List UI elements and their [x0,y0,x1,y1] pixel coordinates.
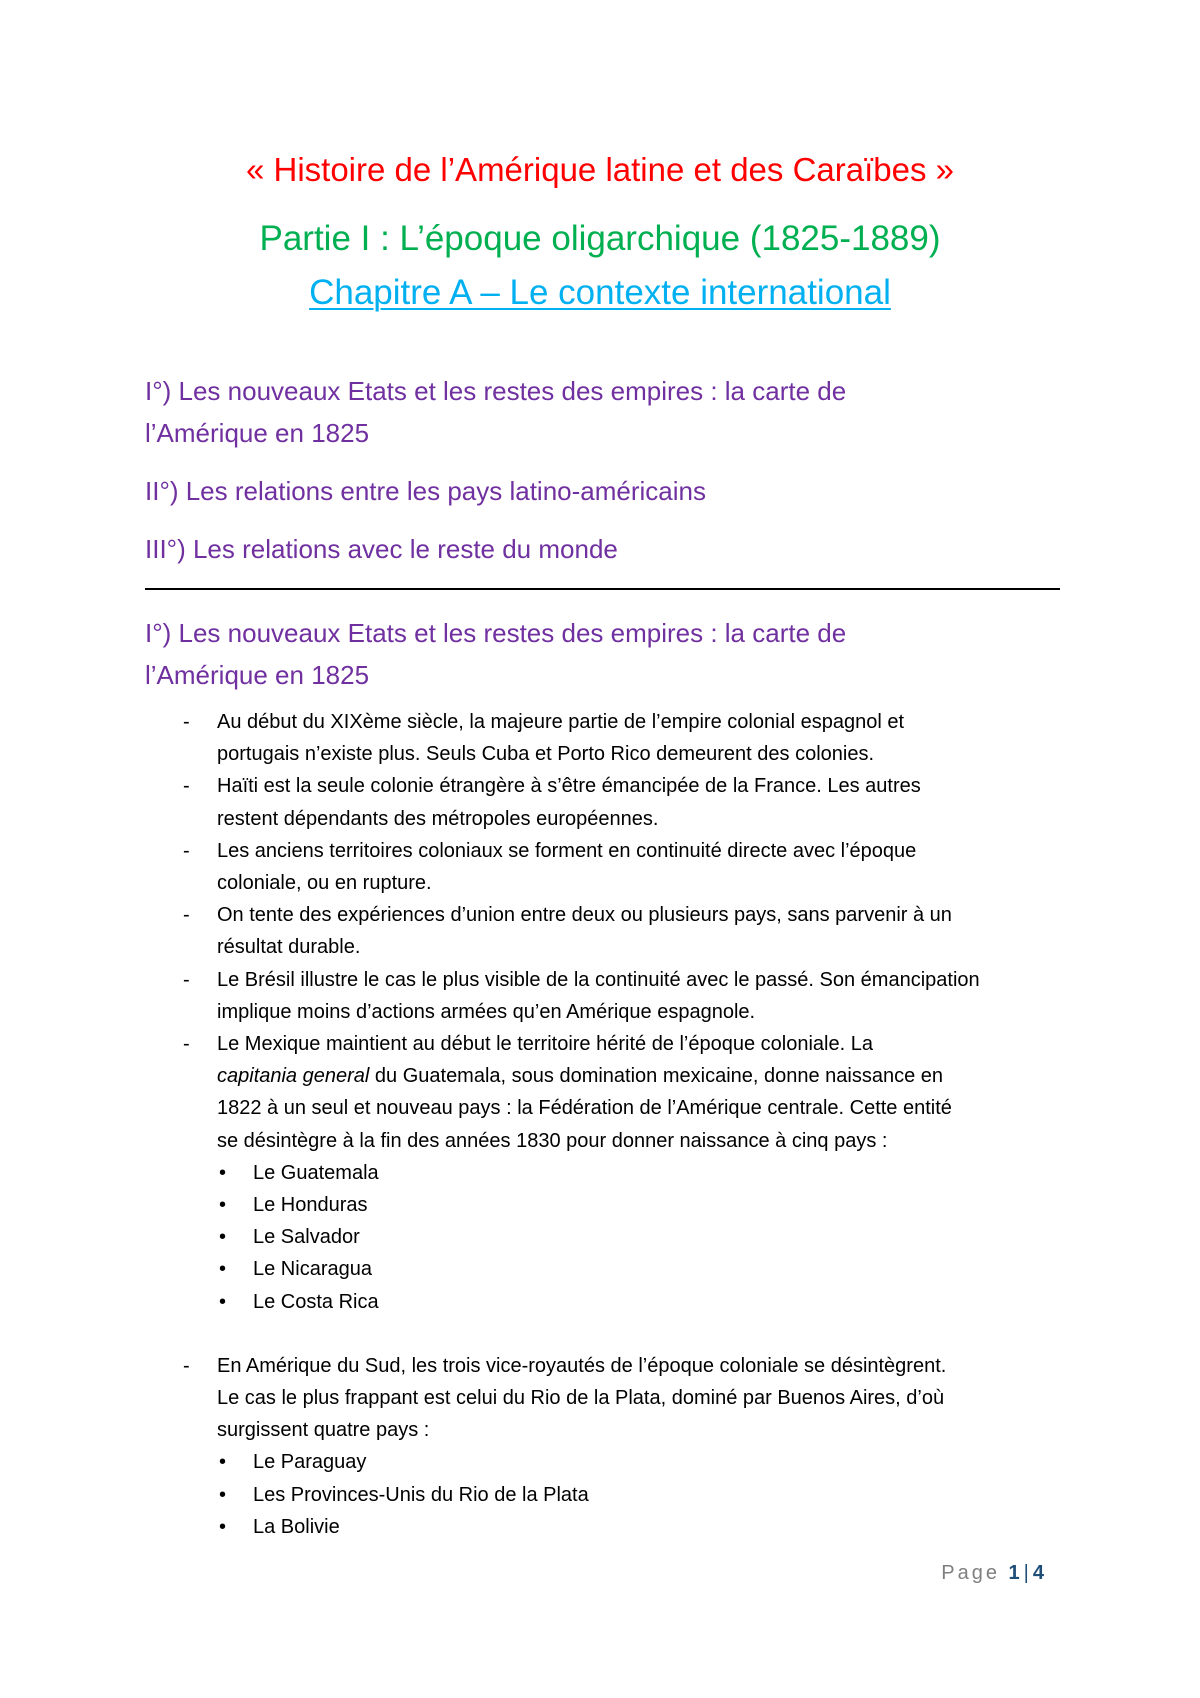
spacer [145,1318,1065,1350]
list-item-line: Le cas le plus frappant est celui du Rio de la Plata, dominé par Buenos Aires, d’où [217,1387,945,1410]
dash-marker: - [183,968,190,991]
list-item [145,1350,1065,1447]
toc-item-3-line1: III°) Les relations avec le reste du monde [145,534,618,564]
bullet-item [145,1157,1065,1189]
list-item-line: En Amérique du Sud, les trois vice-royautés de l’époque coloniale se désintègrent. [217,1354,947,1377]
section-heading-line2: l’Amérique en 1825 [145,660,370,690]
bullet-marker: • [219,1226,227,1249]
italic-term: capitania general [217,1065,370,1088]
toc-item-2 [145,470,1045,512]
list-item [145,706,1065,770]
list-item [145,964,1065,1028]
bullet-item [145,1189,1065,1221]
list-item-line: Haïti est la seule colonie étrangère à s’être émancipée de la France. Les autres [217,775,921,798]
toc-item-1-line1: I°) Les nouveaux Etats et les restes des empires : la carte de [145,376,847,406]
page-number: 1 [1008,1562,1020,1584]
list-item-line: portugais n’existe plus. Seuls Cuba et Porto Rico demeurent des colonies. [217,743,875,766]
chapter-title [0,272,1200,314]
dash-marker: - [183,775,190,798]
bullet-item-text: Le Salvador [253,1226,360,1249]
toc-item-3 [145,528,1045,570]
bullet-item-text: Le Guatemala [253,1161,379,1184]
bullet-item-text: Le Paraguay [253,1451,367,1474]
bullet-item-text: Le Nicaragua [253,1258,372,1281]
bullet-marker: • [219,1290,227,1313]
section-heading [145,612,1045,696]
section-divider [145,588,1060,590]
bullet-item [145,1286,1065,1318]
list-item-line: coloniale, ou en rupture. [217,872,432,895]
list-item-line: résultat durable. [217,936,361,959]
content-list [145,706,1065,1543]
section-heading-line1: I°) Les nouveaux Etats et les restes des empires : la carte de [145,618,847,648]
list-item-line: On tente des expériences d’union entre deux ou plusieurs pays, sans parvenir à un [217,904,952,927]
bullet-marker: • [219,1451,227,1474]
list-item [145,770,1065,834]
bullet-item [145,1511,1065,1543]
bullet-item-text: La Bolivie [253,1515,340,1538]
page-label: Page [941,1562,1000,1584]
bullet-marker: • [219,1161,227,1184]
document-title: « Histoire de l’Amérique latine et des Caraïbes » [245,151,955,188]
dash-marker: - [183,1033,190,1056]
page-total: 4 [1032,1562,1044,1584]
dash-marker: - [183,711,190,733]
bullet-marker: • [219,1515,227,1538]
list-item [145,1028,1065,1157]
list-item-line: Le Mexique maintient au début le territoire hérité de l’époque coloniale. La [217,1033,873,1056]
toc-item-1-line2: l’Amérique en 1825 [145,418,370,448]
bullet-item-text: Le Honduras [253,1194,368,1217]
bullet-item-text: Les Provinces-Unis du Rio de la Plata [253,1483,589,1506]
list-item [145,899,1065,963]
list-item-line: surgissent quatre pays : [217,1419,430,1442]
bullet-item [145,1221,1065,1253]
list-item-line: Au début du XIXème siècle, la majeure partie de l’empire colonial espagnol et [217,711,905,733]
bullet-marker: • [219,1483,227,1506]
bullet-item [145,1253,1065,1285]
list-item-line: restent dépendants des métropoles européennes. [217,807,659,830]
toc-item-1 [145,370,1045,454]
bullet-item [145,1446,1065,1478]
dash-marker: - [183,1354,190,1377]
list-item-line: Le Brésil illustre le cas le plus visible de la continuité avec le passé. Son émancipation [217,968,980,991]
page-footer [941,1562,1044,1585]
dash-marker: - [183,904,190,927]
toc-item-2-line1: II°) Les relations entre les pays latino-américains [145,476,706,506]
part-title: Partie I : L’époque oligarchique (1825-1889) [259,219,941,258]
list-item [145,835,1065,899]
list-item-line [217,1060,1065,1092]
bullet-marker: • [219,1194,227,1217]
bullet-item [145,1479,1065,1511]
page-separator: | [1023,1562,1029,1584]
list-item-text: du Guatemala, sous domination mexicaine, donne naissance en [369,1065,944,1088]
list-item-line: implique moins d’actions armées qu’en Amérique espagnole. [217,1000,756,1023]
bullet-item-text: Le Costa Rica [253,1290,379,1313]
chapter-title-text: Chapitre A – Le contexte international [309,273,891,312]
bullet-marker: • [219,1258,227,1281]
list-item-line: se désintègre à la fin des années 1830 pour donner naissance à cinq pays : [217,1129,888,1152]
list-item-line: 1822 à un seul et nouveau pays : la Fédération de l’Amérique centrale. Cette entité [217,1097,952,1120]
dash-marker: - [183,839,190,862]
list-item-line: Les anciens territoires coloniaux se forment en continuité directe avec l’époque [217,839,917,862]
